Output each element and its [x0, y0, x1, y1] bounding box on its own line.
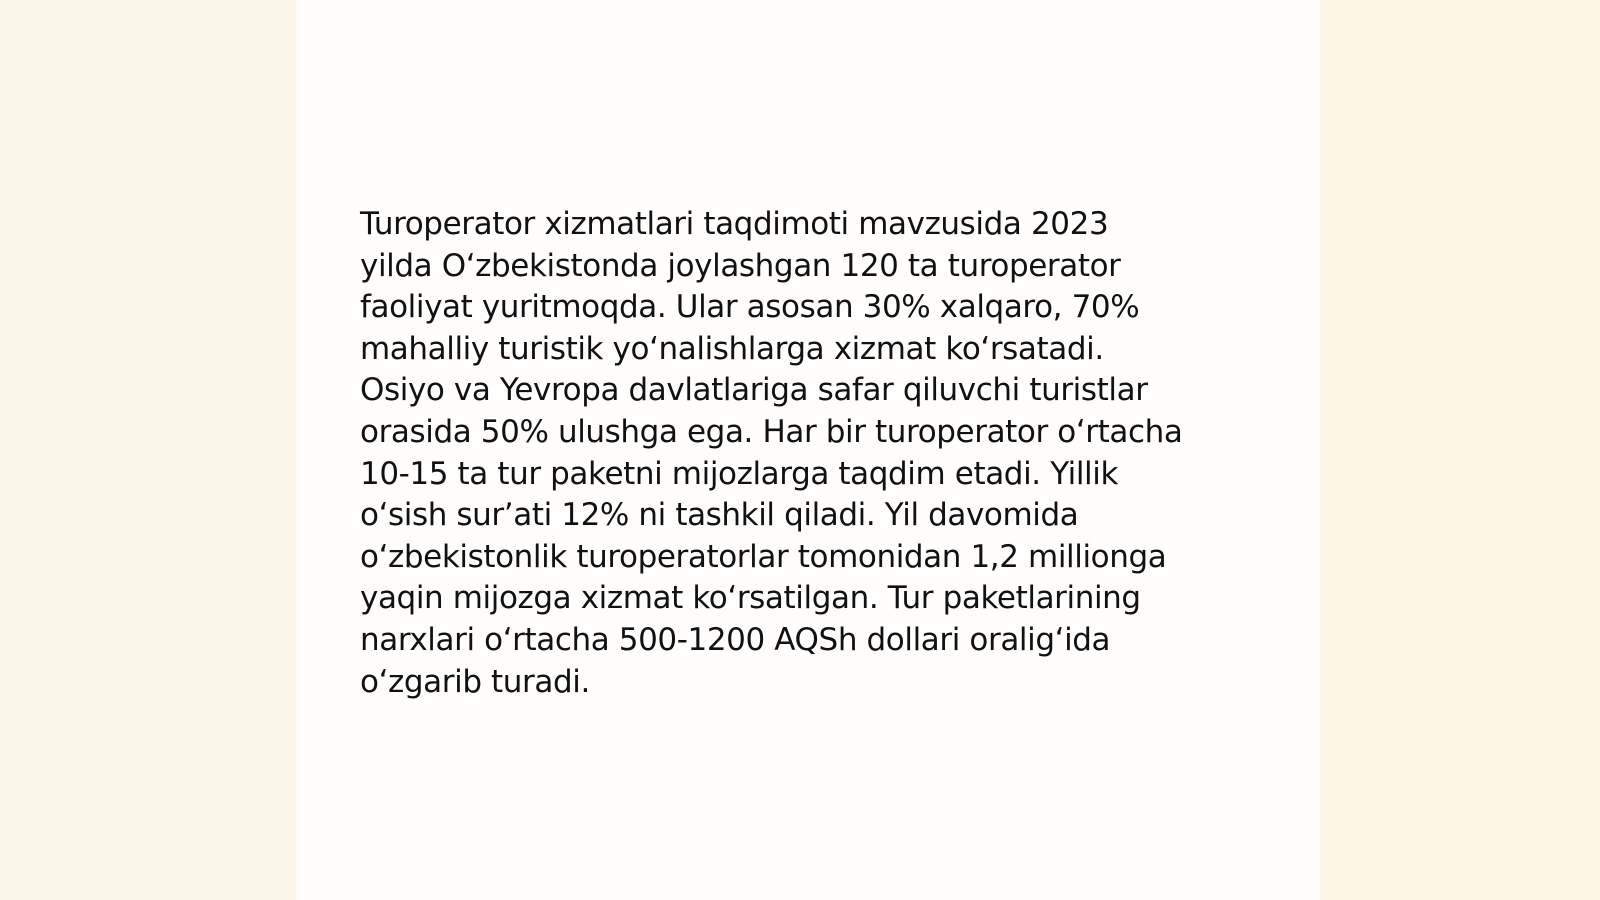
- paragraph-line: Turoperator xizmatlari taqdimoti mavzusida 2023: [360, 206, 1109, 242]
- document-page: [296, 0, 1320, 900]
- paragraph-line: mahalliy turistik yo‘nalishlarga xizmat ko‘rsatadi.: [360, 330, 1104, 367]
- paragraph-line: orasida 50% ulushga ega. Har bir turoperator o‘rtacha: [360, 413, 1183, 450]
- paragraph-line: o‘zgarib turadi.: [360, 663, 590, 700]
- paragraph-line: 10-15 ta tur paketni mijozlarga taqdim etadi. Yillik: [360, 455, 1119, 492]
- document-paragraph: [360, 204, 1260, 703]
- paragraph-line: faoliyat yuritmoqda. Ular asosan 30% xalqaro, 70%: [360, 289, 1140, 326]
- paragraph-line: yilda O‘zbekistonda joylashgan 120 ta turoperator: [360, 247, 1121, 284]
- paragraph-line: yaqin mijozga xizmat ko‘rsatilgan. Tur paketlarining: [360, 580, 1141, 617]
- left-margin-background: [0, 0, 296, 900]
- paragraph-line: o‘sish sur’ati 12% ni tashkil qiladi. Yil davomida: [360, 497, 1079, 534]
- paragraph-line: o‘zbekistonlik turoperatorlar tomonidan 1,2 millionga: [360, 538, 1167, 575]
- paragraph-line: Osiyo va Yevropa davlatlariga safar qiluvchi turistlar: [360, 372, 1148, 409]
- paragraph-line: narxlari o‘rtacha 500-1200 AQSh dollari oralig‘ida: [360, 621, 1111, 658]
- right-margin-background: [1320, 0, 1600, 900]
